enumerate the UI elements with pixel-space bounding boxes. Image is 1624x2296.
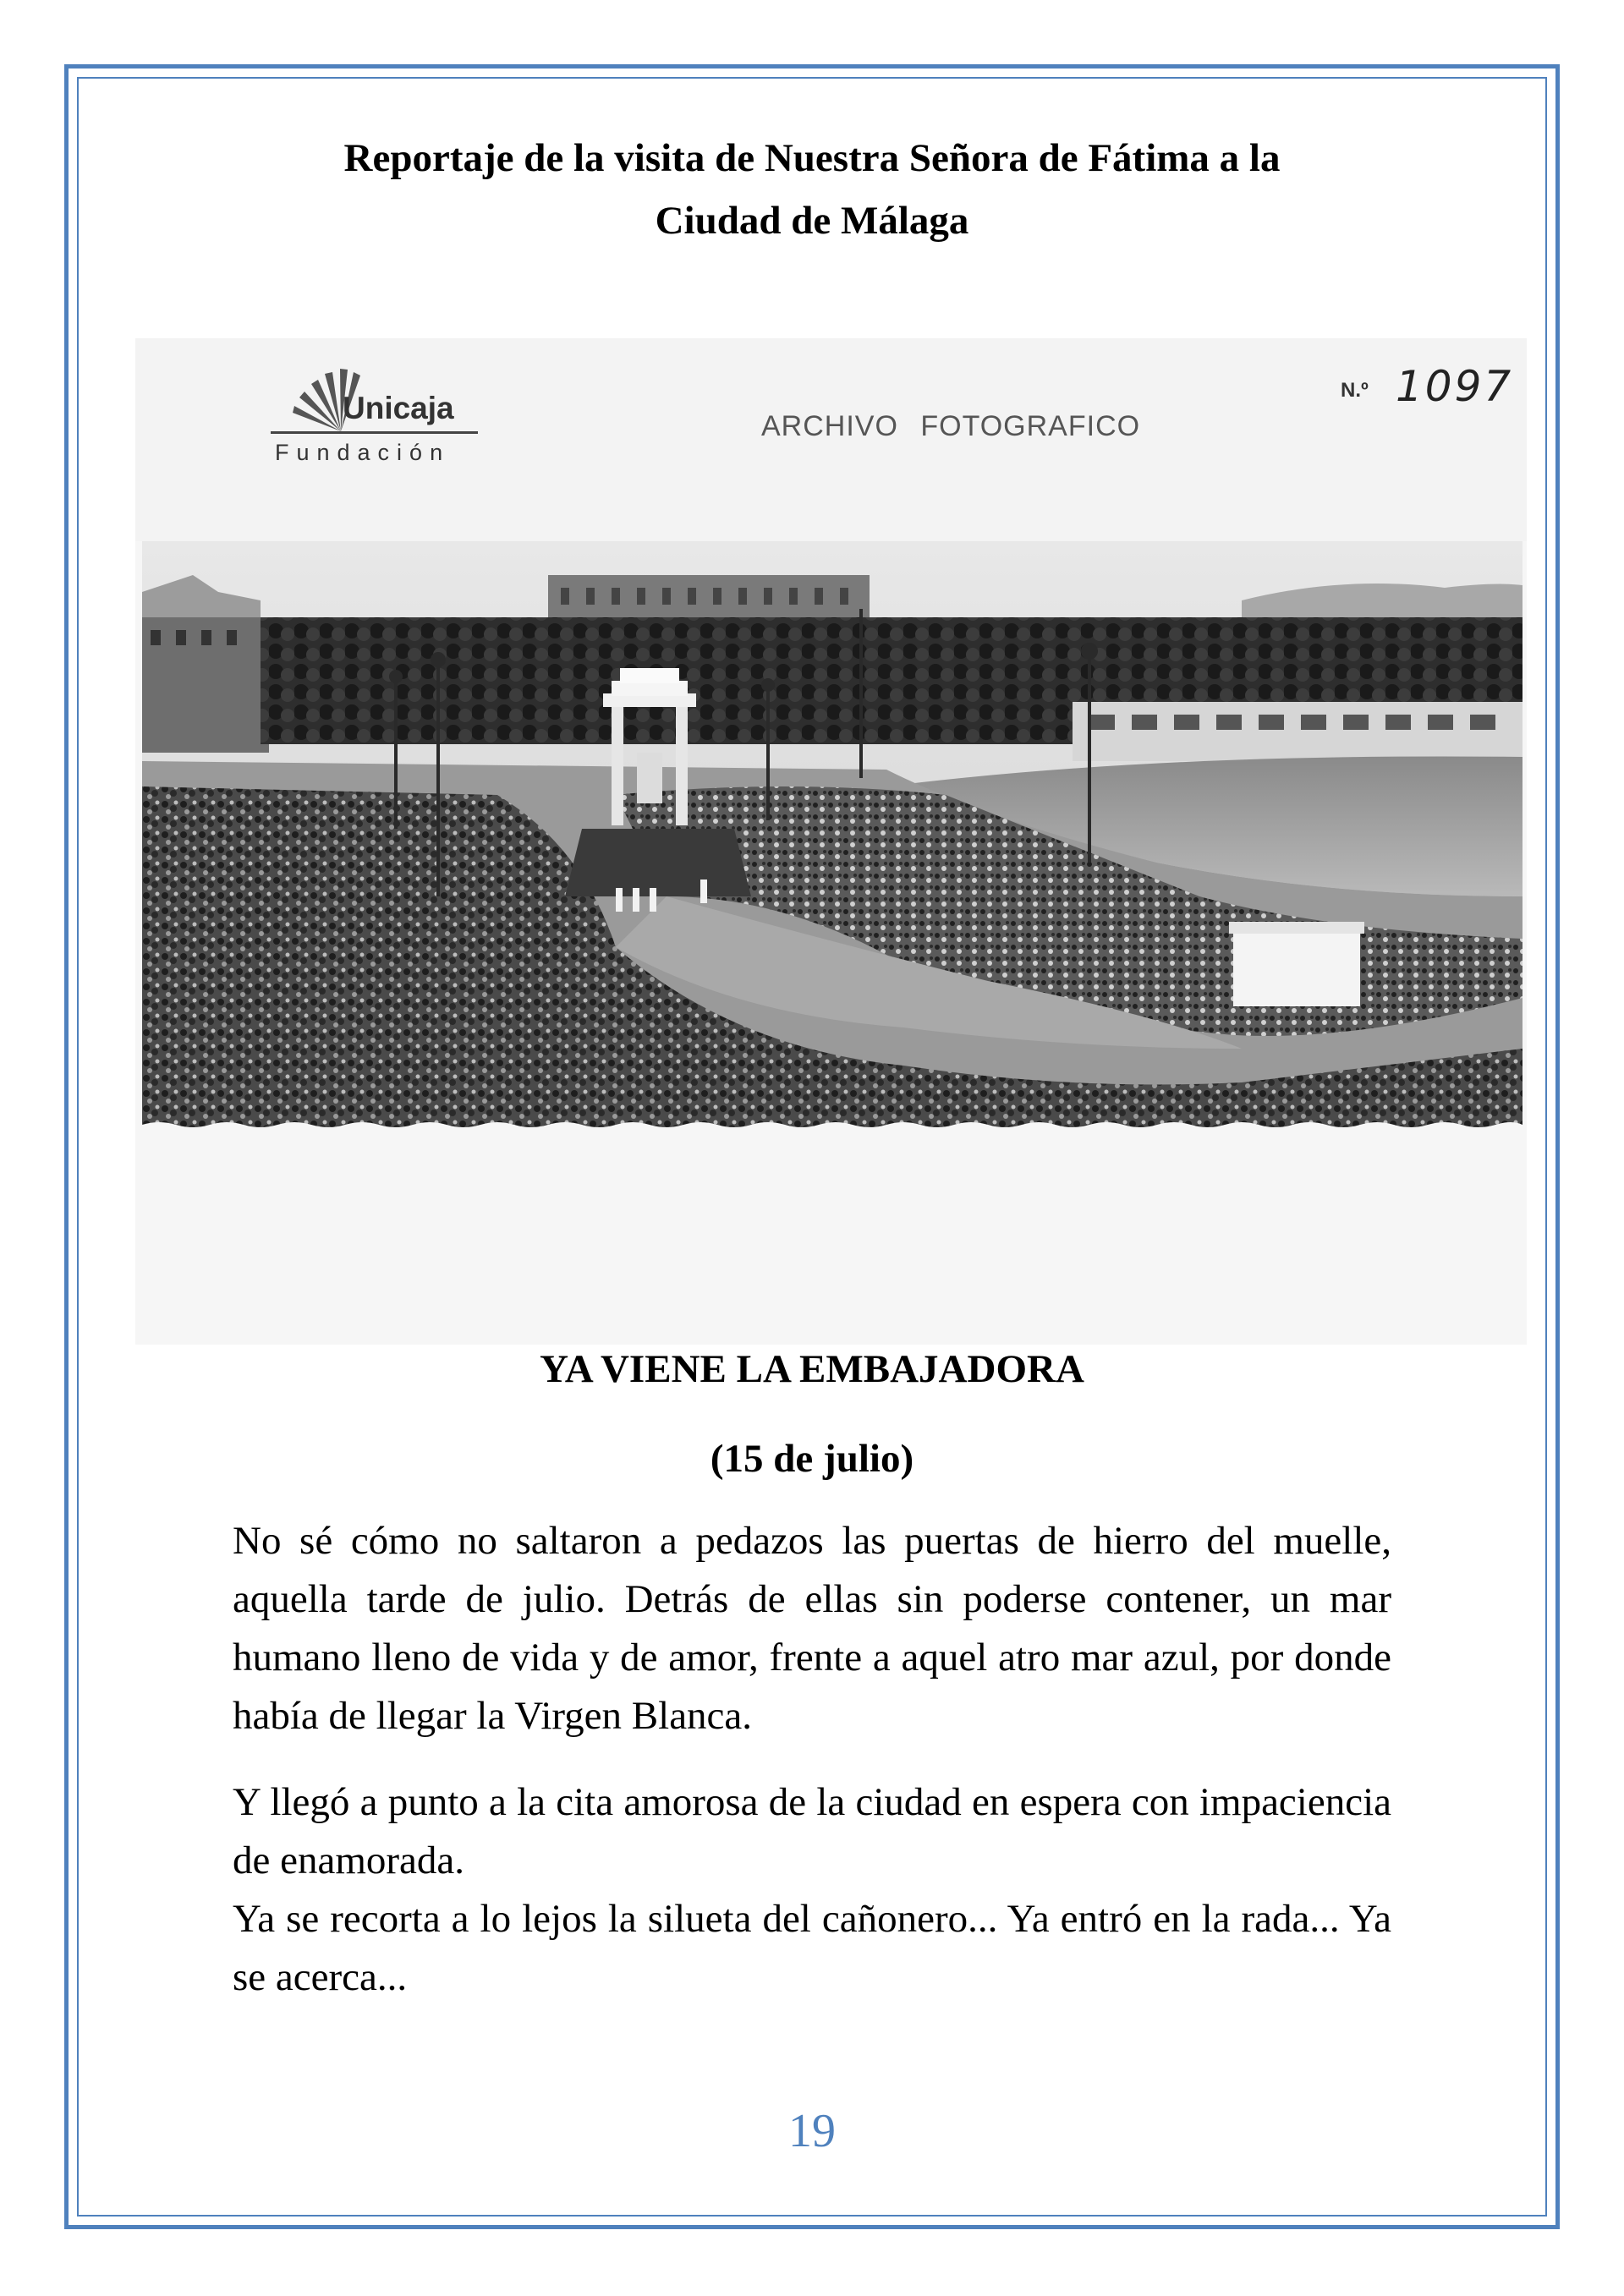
paragraph-text-a: Y llegó a punto a la cita amorosa de la ciudad en espera con impaciencia de enamorada. — [233, 1780, 1391, 1882]
body-paragraph-2 — [233, 1773, 1391, 2007]
unicaja-logo-subtitle: Fundación — [275, 440, 451, 465]
title-line-2: Ciudad de Málaga — [655, 199, 969, 243]
crowd-at-harbor-photo-icon — [142, 541, 1522, 1133]
page-number: 19 — [788, 2105, 836, 2157]
unicaja-logo-name: Unicaja — [343, 391, 454, 425]
logo-divider — [271, 431, 478, 434]
section-heading: YA VIENE LA EMBAJADORA — [540, 1347, 1084, 1391]
body-paragraph-1 — [233, 1512, 1391, 1745]
unicaja-fan-icon — [269, 364, 489, 490]
paragraph-text-b: Ya se recorta a lo lejos la silueta del cañonero... Ya entró en la rada... Ya se acerca... — [233, 1897, 1391, 1999]
archive-photo-card — [135, 338, 1527, 1345]
unicaja-logo — [269, 364, 489, 490]
harbor-crowd-photo — [142, 541, 1522, 1133]
document-title — [169, 127, 1455, 252]
title-line-1: Reportaje de la visita de Nuestra Señora de Fátima a la — [343, 136, 1281, 180]
archive-number: 1097 — [1396, 362, 1514, 411]
archive-label: ARCHIVO FOTOGRAFICO — [761, 410, 1141, 442]
archive-card-header — [135, 338, 1527, 541]
archive-number-label: N.º — [1341, 379, 1369, 402]
paragraph-text: No sé cómo no saltaron a pedazos las puertas de hierro del muelle, aquella tarde de julio. Detrás de ellas sin poderse contener, un mar humano lleno de vida y de amor, frente a aquel atro mar azul, por donde había de llegar la Virgen Blanca. — [233, 1519, 1391, 1738]
section-date: (15 de julio) — [710, 1437, 914, 1481]
